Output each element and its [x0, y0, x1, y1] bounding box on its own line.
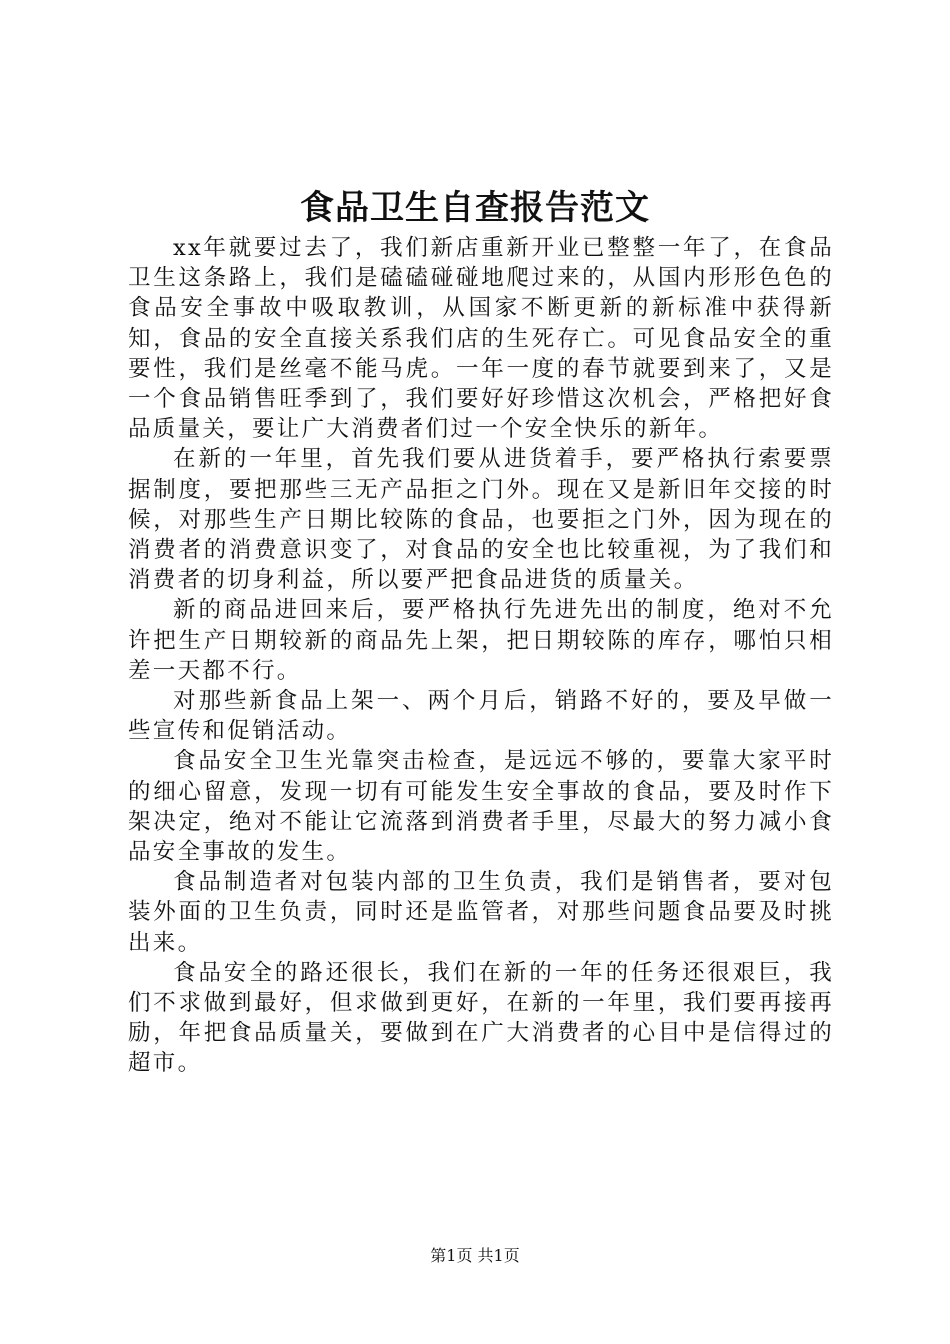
paragraph-5: 食品安全卫生光靠突击检查，是远远不够的，要靠大家平时的细心留意，发现一切有可能发生安全事故的食品，要及时作下架决定，绝对不能让它流落到消费者手里，尽最大的努力减小食品安全事故的发生。	[128, 748, 834, 866]
paragraph-3: 新的商品进回来后，要严格执行先进先出的制度，绝对不允许把生产日期较新的商品先上架，把日期较陈的库存，哪怕只相差一天都不行。	[128, 597, 834, 684]
document-body	[128, 233, 834, 1079]
paragraph-6: 食品制造者对包装内部的卫生负责，我们是销售者，要对包装外面的卫生负责，同时还是监管者，对那些问题食品要及时挑出来。	[128, 869, 834, 956]
paragraph-7: 食品安全的路还很长，我们在新的一年的任务还很艰巨，我们不求做到最好，但求做到更好，在新的一年里，我们要再接再励，年把食品质量关，要做到在广大消费者的心目中是信得过的超市。	[128, 959, 834, 1077]
paragraph-1: xx年就要过去了，我们新店重新开业已整整一年了，在食品卫生这条路上，我们是磕磕碰碰地爬过来的，从国内形形色色的食品安全事故中吸取教训，从国家不断更新的新标准中获得新知，食品的安全直接关系我们店的生死存亡。可见食品安全的重要性，我们是丝毫不能马虎。一年一度的春节就要到来了，又是一个食品销售旺季到了，我们要好好珍惜这次机会，严格把好食品质量关，要让广大消费者们过一个安全快乐的新年。	[128, 235, 834, 443]
document-title: 食品卫生自查报告范文	[300, 188, 650, 228]
page-footer: 第1页 共1页	[430, 1246, 520, 1265]
paragraph-4: 对那些新食品上架一、两个月后，销路不好的，要及早做一些宣传和促销活动。	[128, 688, 834, 745]
paragraph-2: 在新的一年里，首先我们要从进货着手，要严格执行索要票据制度，要把那些三无产品拒之门外。现在又是新旧年交接的时候，对那些生产日期比较陈的食品，也要拒之门外，因为现在的消费者的消费意识变了，对食品的安全也比较重视，为了我们和消费者的切身利益，所以要严把食品进货的质量关。	[128, 446, 834, 594]
